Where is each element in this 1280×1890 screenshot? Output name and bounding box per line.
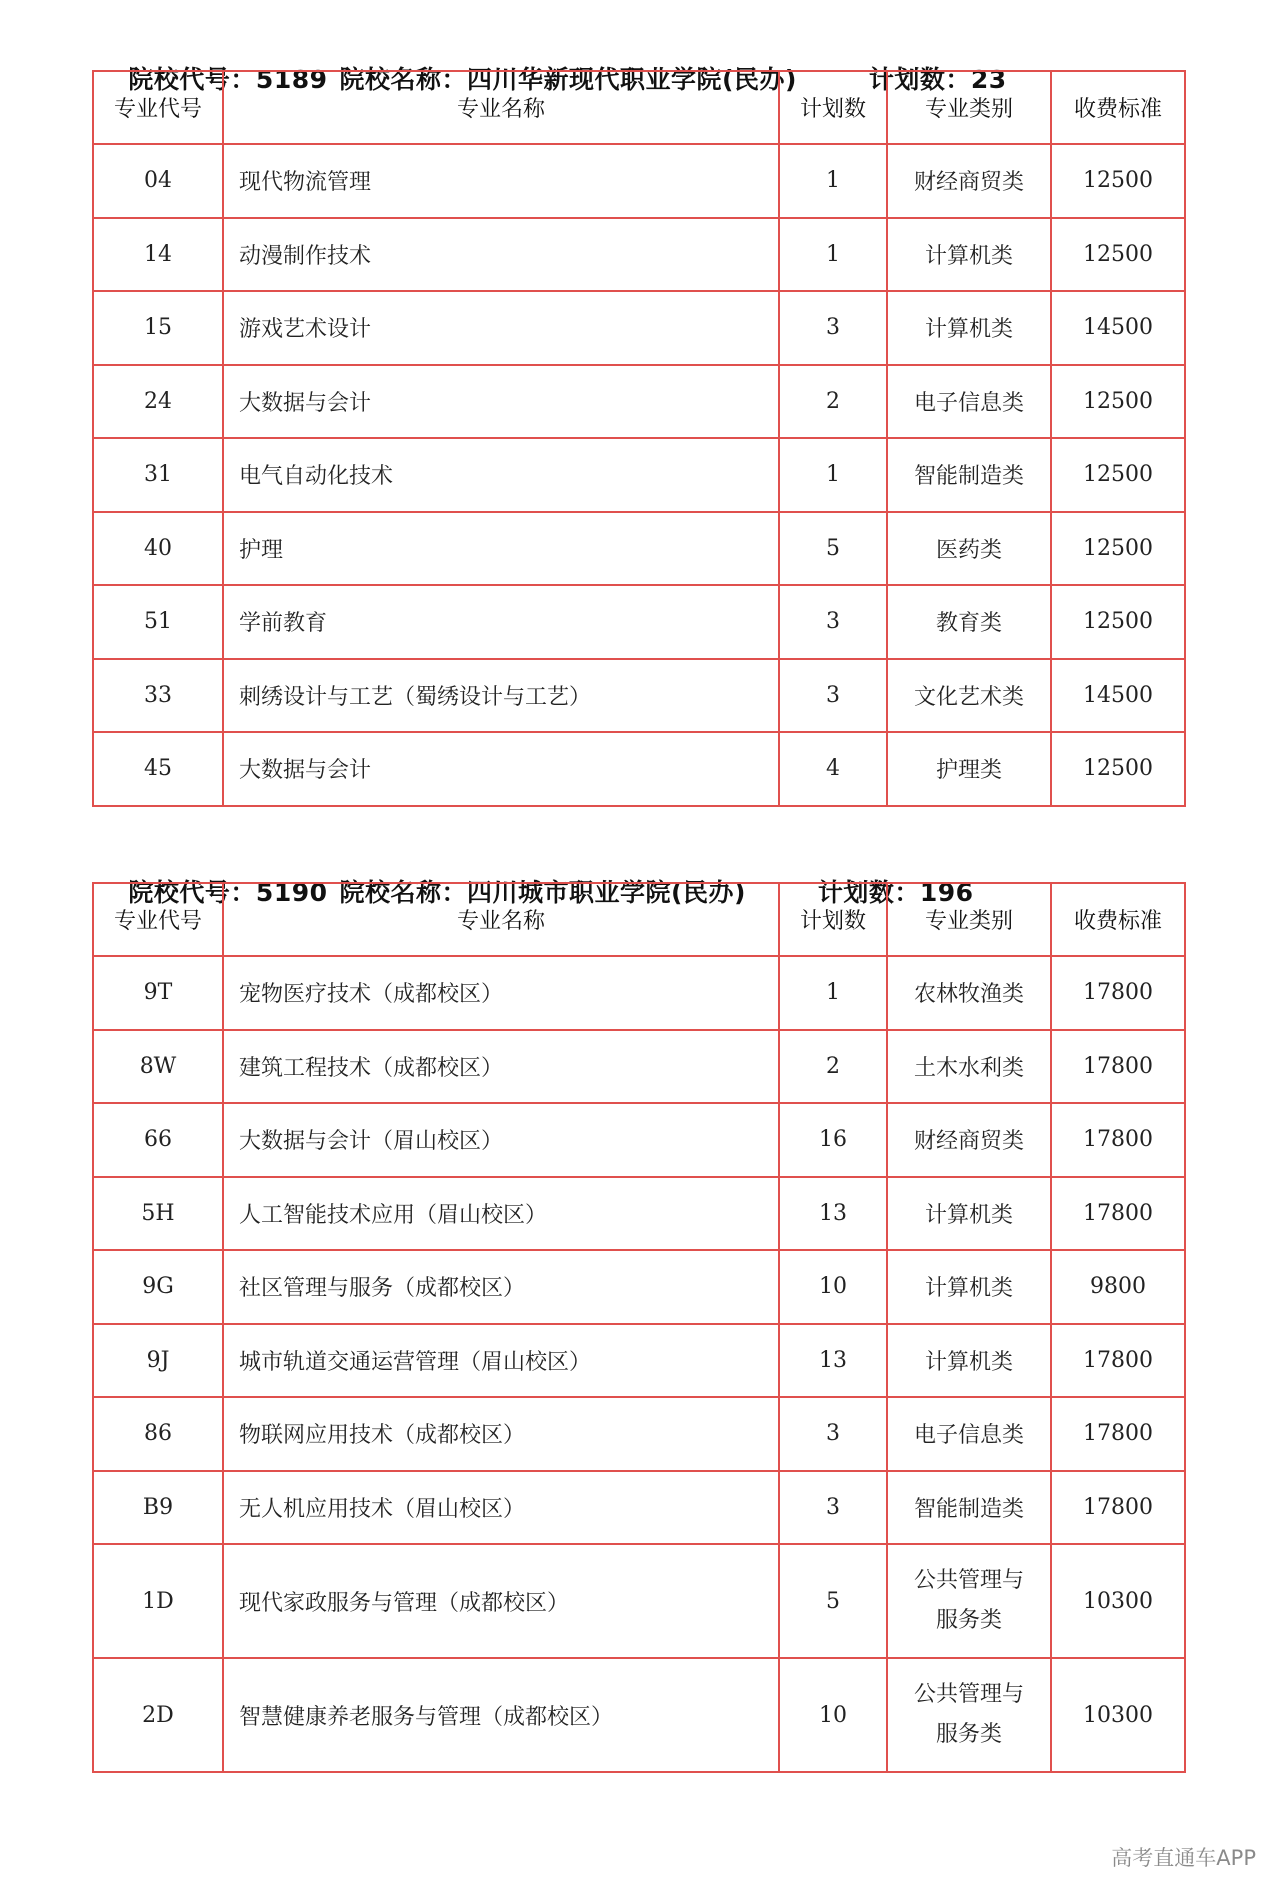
- cell-category: 计算机类: [887, 1177, 1051, 1251]
- table-row: [93, 291, 1185, 365]
- school-2-count: 计划数：196: [817, 878, 974, 907]
- table-row: [93, 956, 1185, 1030]
- school-2-table: [92, 882, 1186, 1773]
- cell-fee: 12500: [1051, 438, 1185, 512]
- cell-name: 物联网应用技术（成都校区）: [223, 1397, 779, 1471]
- cell-code: 04: [93, 144, 223, 218]
- cell-code: 8W: [93, 1030, 223, 1104]
- cell-code: 14: [93, 218, 223, 292]
- cell-code: 51: [93, 585, 223, 659]
- table-row: [93, 1544, 1185, 1658]
- cell-code: 40: [93, 512, 223, 586]
- cell-plan: 1: [779, 218, 887, 292]
- table-row: [93, 1250, 1185, 1324]
- cell-fee: 14500: [1051, 659, 1185, 733]
- table-row: [93, 438, 1185, 512]
- cell-plan: 5: [779, 512, 887, 586]
- cell-code: 2D: [93, 1658, 223, 1772]
- cell-fee: 17800: [1051, 1397, 1185, 1471]
- cell-code: 1D: [93, 1544, 223, 1658]
- cell-plan: 10: [779, 1250, 887, 1324]
- cell-category: 电子信息类: [887, 1397, 1051, 1471]
- cell-name: 大数据与会计（眉山校区）: [223, 1103, 779, 1177]
- table-row: [93, 732, 1185, 806]
- header-code: 专业代号: [93, 71, 223, 144]
- header-name: 专业名称: [223, 883, 779, 956]
- cell-fee: 17800: [1051, 1177, 1185, 1251]
- cell-name: 刺绣设计与工艺（蜀绣设计与工艺）: [223, 659, 779, 733]
- table-row: [93, 512, 1185, 586]
- cell-code: 9J: [93, 1324, 223, 1398]
- cell-fee: 9800: [1051, 1250, 1185, 1324]
- cell-code: 9G: [93, 1250, 223, 1324]
- cell-fee: 17800: [1051, 1324, 1185, 1398]
- table-row: [93, 585, 1185, 659]
- cell-fee: 17800: [1051, 1103, 1185, 1177]
- cell-category: [887, 1658, 1051, 1772]
- table-row: [93, 365, 1185, 439]
- school-1-code: 院校代号：5189: [128, 65, 328, 94]
- table-row: [93, 1030, 1185, 1104]
- cell-name: 人工智能技术应用（眉山校区）: [223, 1177, 779, 1251]
- cell-plan: 2: [779, 1030, 887, 1104]
- watermark: 高考直通车APP: [1111, 1846, 1256, 1870]
- table-row: [93, 1397, 1185, 1471]
- header-category: 专业类别: [887, 883, 1051, 956]
- cell-code: 5H: [93, 1177, 223, 1251]
- cell-code: 24: [93, 365, 223, 439]
- cell-name: 宠物医疗技术（成都校区）: [223, 956, 779, 1030]
- category-line-2: 服务类: [935, 1722, 1002, 1747]
- cell-category: 计算机类: [887, 1324, 1051, 1398]
- cell-plan: 13: [779, 1324, 887, 1398]
- cell-plan: 3: [779, 659, 887, 733]
- school-1-table: [92, 70, 1186, 807]
- header-fee: 收费标准: [1051, 71, 1185, 144]
- cell-plan: 16: [779, 1103, 887, 1177]
- cell-name: 游戏艺术设计: [223, 291, 779, 365]
- cell-category: 医药类: [887, 512, 1051, 586]
- cell-category: 土木水利类: [887, 1030, 1051, 1104]
- cell-plan: 5: [779, 1544, 887, 1658]
- cell-category: 教育类: [887, 585, 1051, 659]
- cell-name: 城市轨道交通运营管理（眉山校区）: [223, 1324, 779, 1398]
- table-row: [93, 659, 1185, 733]
- cell-category: 电子信息类: [887, 365, 1051, 439]
- category-line-2: 服务类: [935, 1608, 1002, 1633]
- cell-category: 财经商贸类: [887, 144, 1051, 218]
- cell-code: 33: [93, 659, 223, 733]
- header-category: 专业类别: [887, 71, 1051, 144]
- cell-category: 计算机类: [887, 1250, 1051, 1324]
- cell-category: [887, 1544, 1051, 1658]
- cell-plan: 2: [779, 365, 887, 439]
- cell-plan: 10: [779, 1658, 887, 1772]
- cell-name: 智慧健康养老服务与管理（成都校区）: [223, 1658, 779, 1772]
- table-header-row: [93, 71, 1185, 144]
- cell-fee: 12500: [1051, 585, 1185, 659]
- category-line-1: 公共管理与: [913, 1682, 1024, 1707]
- cell-fee: 12500: [1051, 365, 1185, 439]
- cell-plan: 3: [779, 291, 887, 365]
- cell-name: 学前教育: [223, 585, 779, 659]
- school-2-name: 院校名称：四川城市职业学院(民办): [339, 878, 746, 907]
- cell-code: B9: [93, 1471, 223, 1545]
- cell-name: 现代物流管理: [223, 144, 779, 218]
- cell-fee: 17800: [1051, 956, 1185, 1030]
- cell-fee: 10300: [1051, 1544, 1185, 1658]
- table-row: [93, 144, 1185, 218]
- header-code: 专业代号: [93, 883, 223, 956]
- table-row: [93, 1103, 1185, 1177]
- header-name: 专业名称: [223, 71, 779, 144]
- cell-code: 45: [93, 732, 223, 806]
- cell-code: 15: [93, 291, 223, 365]
- cell-plan: 1: [779, 956, 887, 1030]
- table-row: [93, 1658, 1185, 1772]
- cell-category: 智能制造类: [887, 1471, 1051, 1545]
- cell-category: 财经商贸类: [887, 1103, 1051, 1177]
- header-fee: 收费标准: [1051, 883, 1185, 956]
- cell-name: 大数据与会计: [223, 732, 779, 806]
- cell-plan: 13: [779, 1177, 887, 1251]
- cell-plan: 3: [779, 585, 887, 659]
- cell-fee: 10300: [1051, 1658, 1185, 1772]
- table-row: [93, 1471, 1185, 1545]
- cell-code: 86: [93, 1397, 223, 1471]
- cell-plan: 3: [779, 1471, 887, 1545]
- cell-category: 文化艺术类: [887, 659, 1051, 733]
- cell-name: 无人机应用技术（眉山校区）: [223, 1471, 779, 1545]
- cell-name: 电气自动化技术: [223, 438, 779, 512]
- cell-code: 66: [93, 1103, 223, 1177]
- cell-fee: 17800: [1051, 1471, 1185, 1545]
- cell-category: 护理类: [887, 732, 1051, 806]
- cell-name: 建筑工程技术（成都校区）: [223, 1030, 779, 1104]
- cell-category: 农林牧渔类: [887, 956, 1051, 1030]
- cell-code: 9T: [93, 956, 223, 1030]
- header-plan: 计划数: [779, 883, 887, 956]
- header-plan: 计划数: [779, 71, 887, 144]
- school-1-count: 计划数：23: [868, 65, 1007, 94]
- cell-name: 现代家政服务与管理（成都校区）: [223, 1544, 779, 1658]
- school-2-code: 院校代号：5190: [128, 878, 328, 907]
- cell-fee: 12500: [1051, 144, 1185, 218]
- table-row: [93, 218, 1185, 292]
- cell-fee: 14500: [1051, 291, 1185, 365]
- cell-fee: 17800: [1051, 1030, 1185, 1104]
- table-row: [93, 1177, 1185, 1251]
- cell-name: 动漫制作技术: [223, 218, 779, 292]
- cell-code: 31: [93, 438, 223, 512]
- cell-name: 大数据与会计: [223, 365, 779, 439]
- cell-fee: 12500: [1051, 218, 1185, 292]
- cell-fee: 12500: [1051, 732, 1185, 806]
- cell-name: 社区管理与服务（成都校区）: [223, 1250, 779, 1324]
- cell-plan: 1: [779, 438, 887, 512]
- cell-category: 智能制造类: [887, 438, 1051, 512]
- cell-plan: 3: [779, 1397, 887, 1471]
- category-line-1: 公共管理与: [913, 1568, 1024, 1593]
- cell-fee: 12500: [1051, 512, 1185, 586]
- cell-plan: 4: [779, 732, 887, 806]
- table-row: [93, 1324, 1185, 1398]
- cell-plan: 1: [779, 144, 887, 218]
- cell-name: 护理: [223, 512, 779, 586]
- table-header-row: [93, 883, 1185, 956]
- cell-category: 计算机类: [887, 291, 1051, 365]
- cell-category: 计算机类: [887, 218, 1051, 292]
- school-1-name: 院校名称：四川华新现代职业学院(民办): [339, 65, 797, 94]
